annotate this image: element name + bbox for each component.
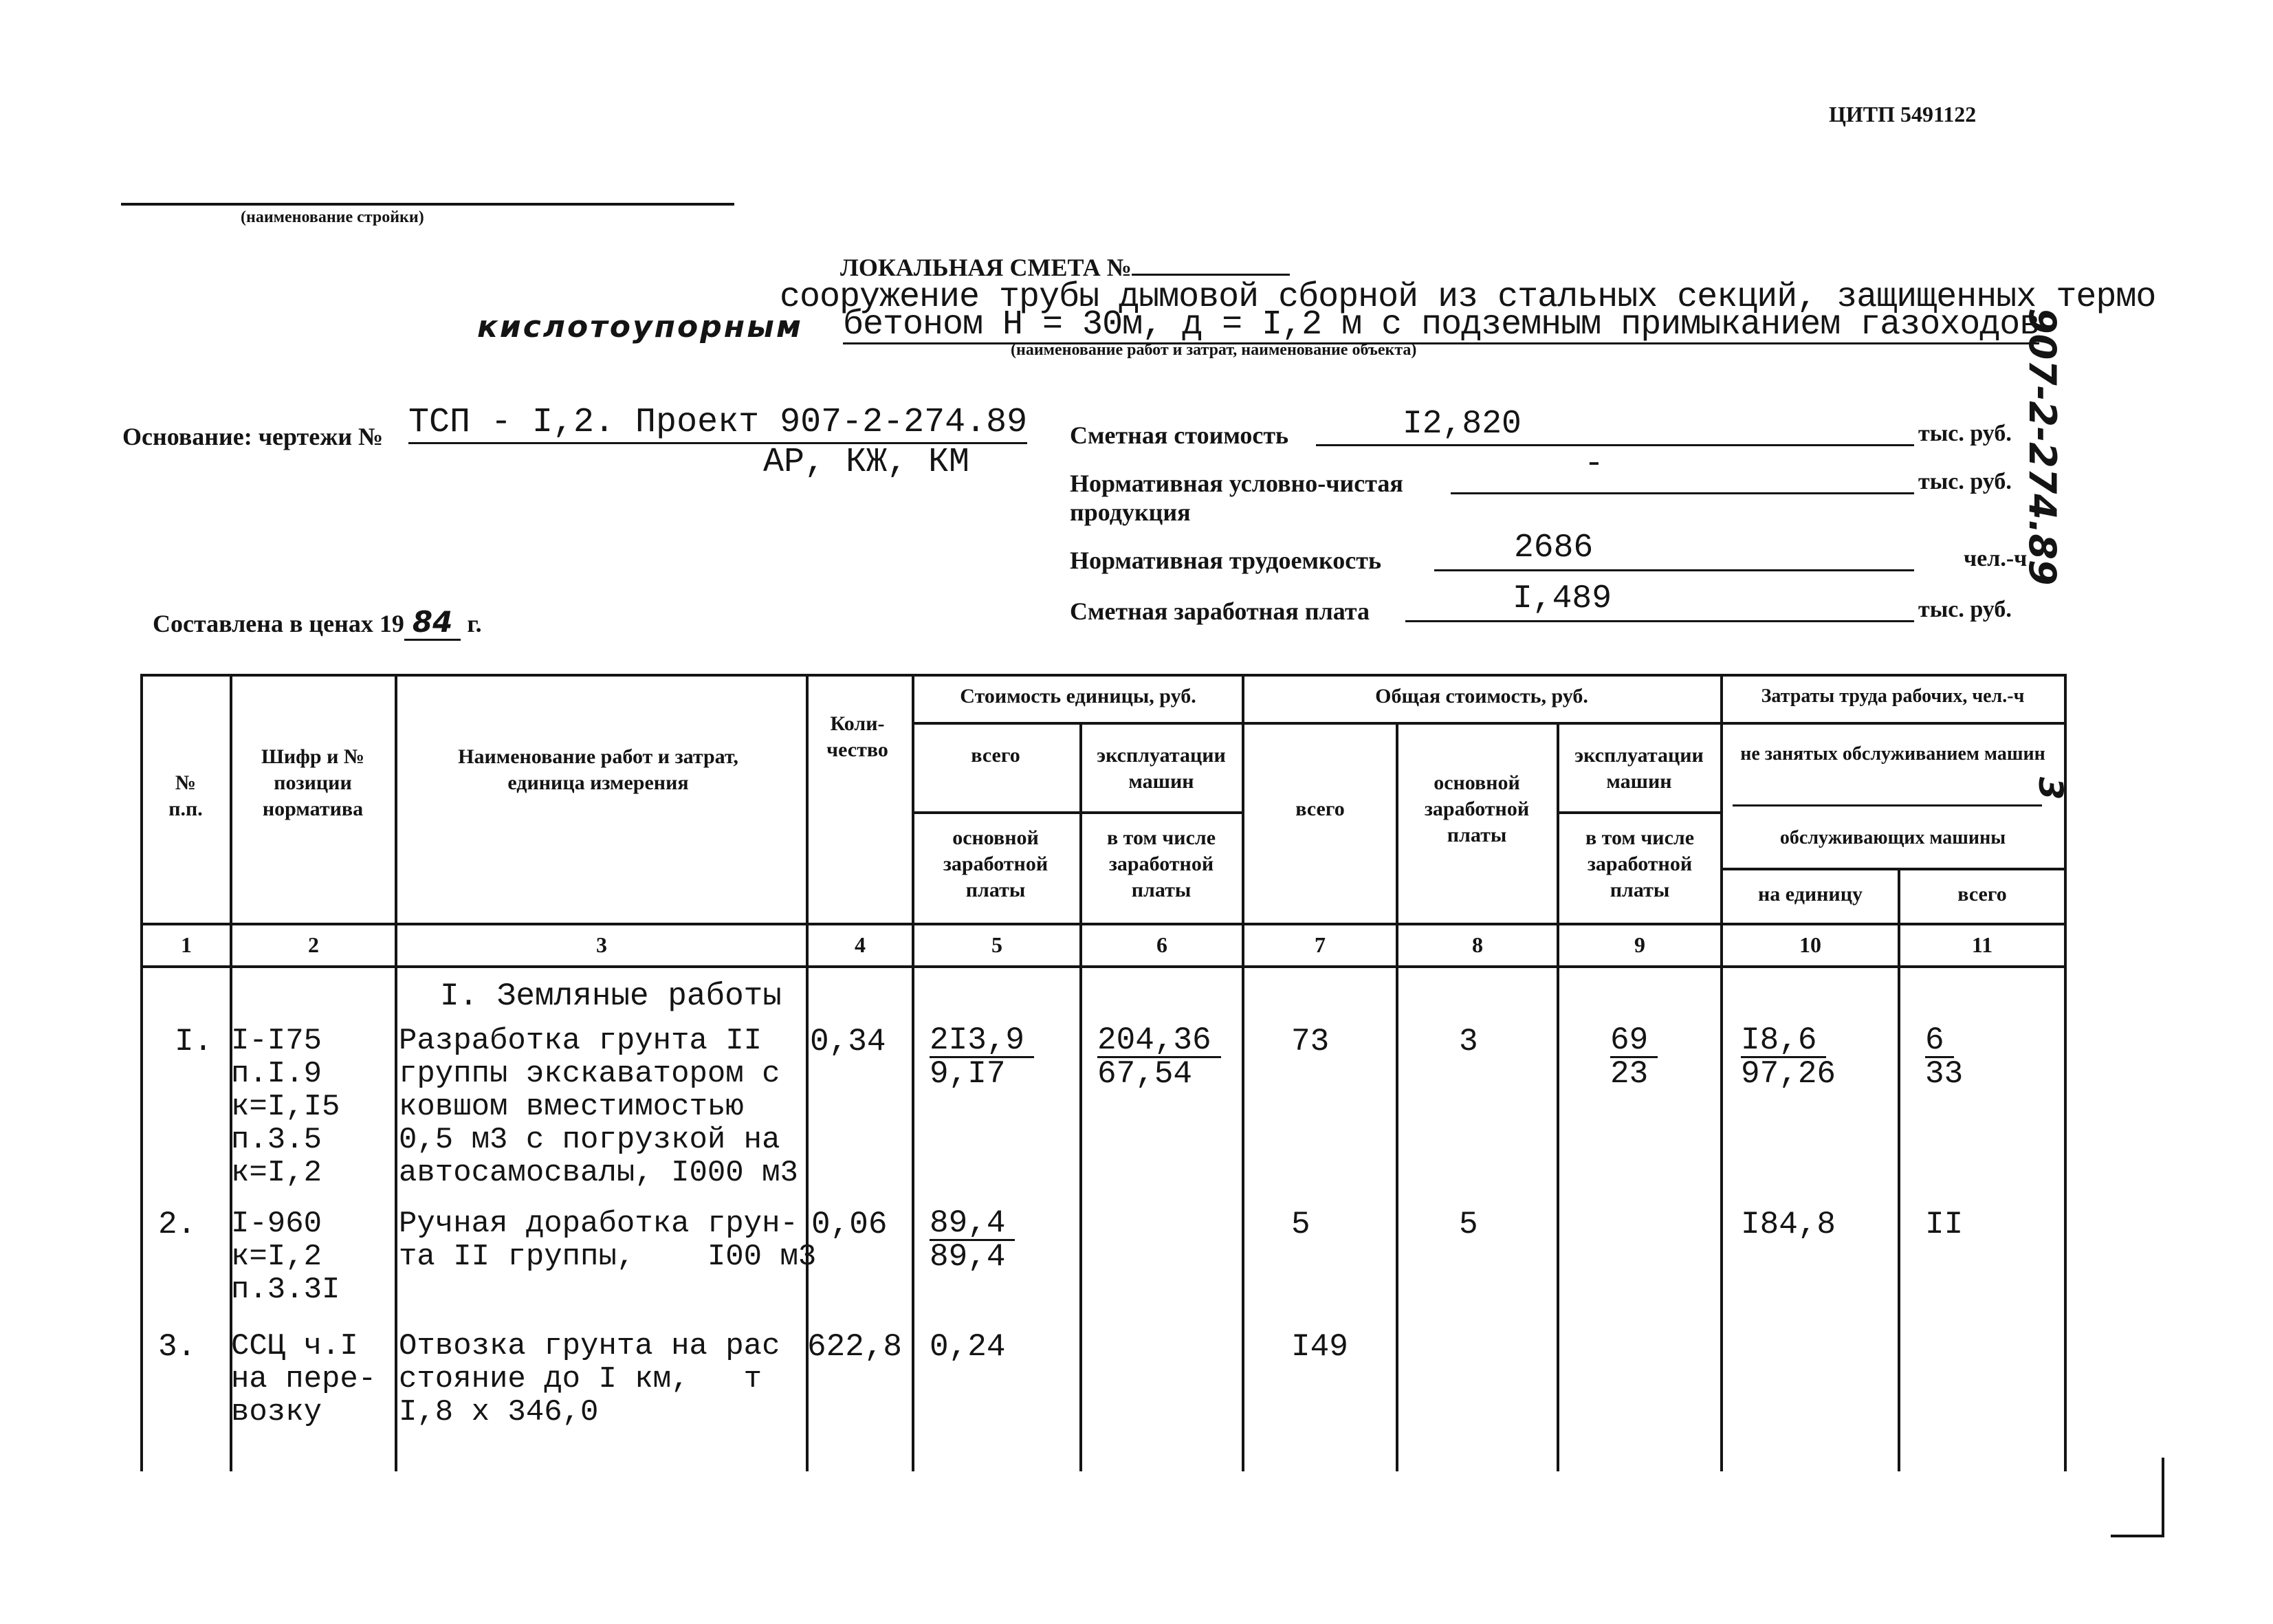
basis-drawing-ref: ТСП - I,2. Проект 907-2-274.89 — [408, 403, 1027, 444]
row-total-machines-salary-value: 23 — [1610, 1056, 1649, 1092]
section-title: I. Земляные работы — [440, 978, 782, 1014]
header-col8: основной заработной платы — [1424, 771, 1530, 846]
summary-value-labor: 2686 — [1514, 529, 1594, 567]
summary-unit-cost: тыс. руб. — [1918, 421, 2012, 446]
col-number-2: 2 — [308, 932, 319, 957]
summary-line-salary — [1405, 620, 1914, 622]
row-unit-total-value: 89,4 — [930, 1207, 1015, 1241]
page-number: 3 — [2031, 777, 2069, 800]
row-total-machines-value: 69 — [1610, 1024, 1658, 1058]
col-divider-2 — [395, 674, 397, 1471]
header-col5-bottom: основной заработной платы — [943, 826, 1048, 901]
row-name: Ручная доработка грун- та II группы, I00 м3 — [399, 1207, 817, 1274]
col-number-9: 9 — [1634, 932, 1645, 957]
col-divider-8 — [1557, 722, 1559, 1471]
col-number-3: 3 — [596, 932, 607, 957]
header-col7: всего — [1295, 798, 1345, 820]
row-labor-total: II — [1925, 1207, 1964, 1242]
summary-value-product: - — [1584, 446, 1604, 483]
col-number-6: 6 — [1156, 932, 1167, 957]
header-col1: № п.п. — [168, 771, 203, 820]
row-labor-unit: I84,8 — [1741, 1207, 1836, 1242]
prices-year: 84 — [404, 605, 461, 641]
row-unit-machines-salary-value: 67,54 — [1097, 1056, 1193, 1092]
col-number-11: 11 — [1971, 932, 1993, 957]
summary-unit-labor: чел.-ч — [1964, 546, 2028, 571]
row-code: ССЦ ч.I на пере- возку — [231, 1329, 377, 1429]
header-unit-cost: Стоимость единицы, руб. — [960, 685, 1196, 707]
corner-mark-horizontal — [2111, 1535, 2164, 1537]
summary-value-salary: I,489 — [1513, 580, 1612, 617]
summary-label-labor: Нормативная трудоемкость — [1070, 547, 1381, 574]
table-subheader-rule-2 — [912, 811, 1242, 814]
summary-unit-product: тыс. руб. — [1918, 469, 2012, 494]
construction-caption: (наименование стройки) — [241, 208, 424, 226]
table-subheader-rule-5 — [1720, 868, 2064, 870]
row-number: I. — [175, 1024, 213, 1060]
row-total: I49 — [1291, 1329, 1348, 1365]
work-name-line2: бетоном Н = 30м, д = I,2 м с подземным примыканием газоходов — [843, 305, 2040, 344]
header-col9-bottom: в том числе заработной платы — [1585, 826, 1695, 901]
col-divider-6 — [1242, 674, 1244, 1471]
summary-label-salary: Сметная заработная плата — [1070, 597, 1370, 625]
row-number: 2. — [158, 1207, 197, 1242]
col-divider-10 — [1898, 868, 1900, 1471]
prices-label: Составлена в ценах 19 — [153, 610, 404, 637]
row-total: 5 — [1291, 1207, 1310, 1242]
work-name-caption: (наименование работ и затрат, наименование объекта) — [1011, 341, 1417, 359]
col-number-5: 5 — [991, 932, 1002, 957]
row-total-salary: 5 — [1459, 1207, 1478, 1242]
col-number-8: 8 — [1472, 932, 1483, 957]
col-number-10: 10 — [1799, 932, 1821, 957]
row-name: Отвозка грунта на рас стояние до I км, т I,8 х 346,0 — [399, 1329, 780, 1429]
estimate-number-field — [1132, 253, 1290, 276]
row-labor-total-value: 6 — [1925, 1024, 1954, 1058]
row-labor-unit-machines-value: 97,26 — [1741, 1056, 1836, 1092]
row-quantity: 622,8 — [807, 1329, 903, 1365]
basis-label: Основание: чертежи № — [122, 423, 384, 450]
header-col6-top: эксплуатации машин — [1097, 744, 1226, 793]
row-code: I-I75 п.I.9 к=I,I5 п.3.5 к=I,2 — [231, 1024, 340, 1190]
work-name-handwritten: кислотоупорным — [477, 309, 803, 344]
basis-value-line2: АР, КЖ, КМ — [763, 443, 970, 482]
row-unit-salary-value: 89,4 — [930, 1239, 1006, 1275]
corner-mark-vertical — [2162, 1458, 2164, 1537]
header-labor-top: не занятых обслуживанием машин — [1740, 743, 2045, 765]
summary-label-product: Нормативная условно-чистая продукция — [1070, 470, 1403, 526]
header-col4: Коли-чество — [826, 712, 888, 761]
table-top-border — [140, 674, 2064, 677]
construction-name-line — [121, 203, 734, 206]
row-code: I-960 к=I,2 п.3.3I — [231, 1207, 340, 1307]
header-col3: Наименование работ и затрат, единица измерения — [458, 745, 738, 794]
header-col5-top: всего — [971, 744, 1020, 767]
col-number-4: 4 — [855, 932, 866, 957]
prices-suffix: г. — [467, 610, 482, 637]
header-labor: Затраты труда рабочих, чел.-ч — [1761, 685, 2025, 707]
row-unit-total-value: 2I3,9 — [930, 1024, 1034, 1058]
col-number-7: 7 — [1315, 932, 1326, 957]
row-total-salary: 3 — [1459, 1024, 1478, 1060]
row-number: 3. — [158, 1329, 197, 1365]
summary-label-cost: Сметная стоимость — [1070, 421, 1289, 449]
summary-line-labor — [1434, 569, 1914, 571]
summary-unit-salary: тыс. руб. — [1918, 597, 2012, 622]
side-code: 907-2-274.89 — [2021, 308, 2064, 586]
summary-value-cost: I2,820 — [1403, 406, 1522, 443]
table-subheader-rule-4 — [1733, 804, 2042, 806]
table-subheader-rule-3 — [1557, 811, 1720, 814]
table-left-border — [140, 674, 143, 1471]
summary-line-cost — [1316, 444, 1914, 446]
row-unit-total: 0,24 — [930, 1329, 1006, 1365]
row-labor-total — [1925, 1024, 1963, 1090]
row-quantity: 0,06 — [811, 1207, 888, 1242]
row-total-machines — [1610, 1024, 1658, 1090]
row-labor-unit-value: I8,6 — [1741, 1024, 1826, 1058]
col-number-1: 1 — [181, 932, 192, 957]
row-total: 73 — [1291, 1024, 1330, 1060]
row-unit-total — [930, 1207, 1015, 1273]
header-col6-bottom: в том числе заработной платы — [1106, 826, 1216, 901]
header-total-cost: Общая стоимость, руб. — [1375, 685, 1588, 707]
summary-line-product — [1451, 492, 1914, 494]
row-labor-unit — [1741, 1024, 1836, 1090]
row-quantity: 0,34 — [810, 1024, 886, 1060]
header-col10: на единицу — [1757, 883, 1863, 906]
col-divider-5 — [1079, 722, 1082, 1471]
header-col9-top: эксплуатации машин — [1574, 744, 1704, 793]
table-header-bottom — [140, 923, 2064, 925]
row-unit-machines-value: 204,36 — [1097, 1024, 1221, 1058]
row-name: Разработка грунта II группы экскаватором с ковшом вместимостью 0,5 м3 с погрузкой на автосамосвалы, I000 м3 — [399, 1024, 798, 1190]
row-unit-total — [930, 1024, 1034, 1090]
basis-value-line1 — [408, 403, 1027, 442]
work-name-line1: сооружение трубы дымовой сборной из стальных секций, защищенных термо — [780, 278, 2156, 317]
catalog-code: ЦИТП 5491122 — [1829, 102, 1977, 127]
row-unit-salary-value: 9,I7 — [930, 1056, 1006, 1092]
header-col2: Шифр и № позиции норматива — [261, 745, 365, 820]
col-divider-4 — [912, 674, 914, 1471]
row-unit-machines — [1097, 1024, 1221, 1090]
table-subheader-rule — [912, 722, 2064, 725]
estimate-title-text: ЛОКАЛЬНАЯ СМЕТА № — [840, 254, 1132, 281]
header-labor-mid: обслуживающих машины — [1779, 827, 2006, 848]
prices-line — [153, 605, 482, 639]
table-numbers-bottom — [140, 965, 2064, 968]
header-col11: всего — [1957, 883, 2007, 906]
col-divider-9 — [1720, 674, 1723, 1471]
row-labor-total-machines-value: 33 — [1925, 1056, 1964, 1092]
